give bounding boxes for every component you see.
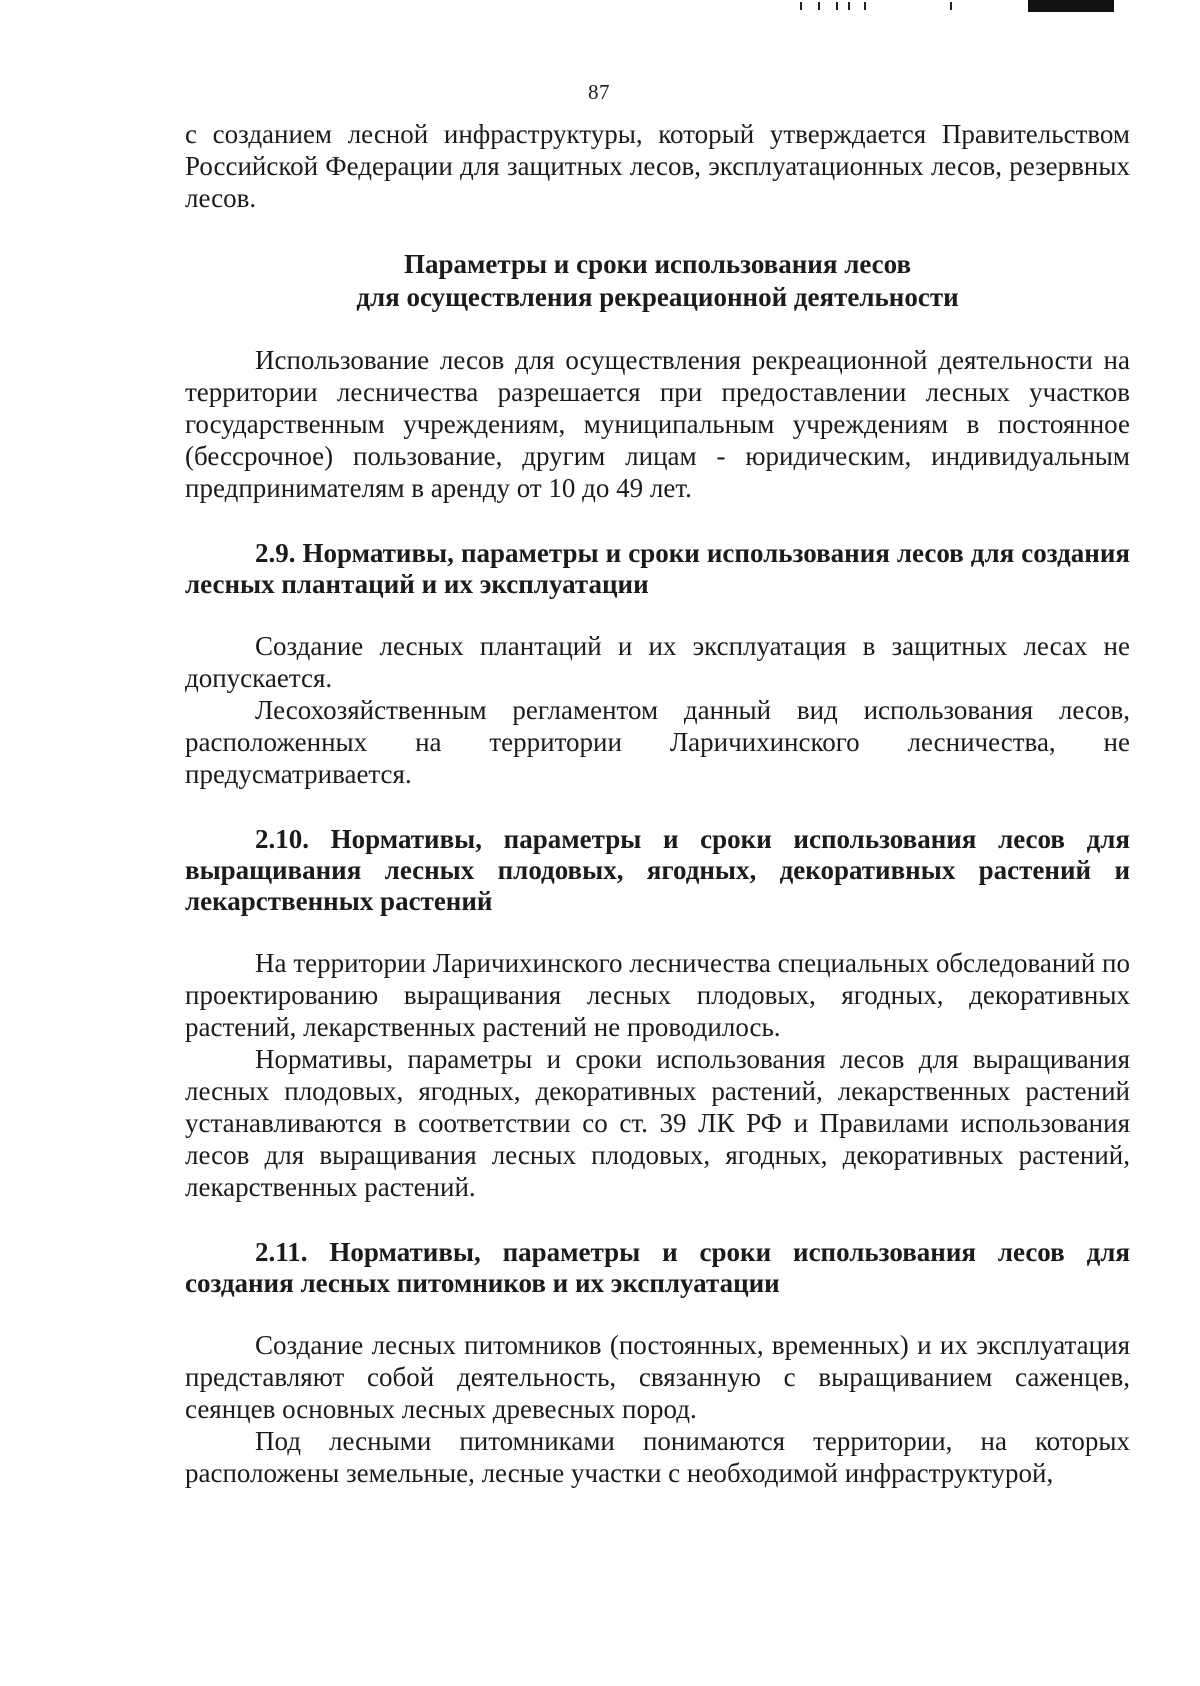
page-number: 87 bbox=[588, 80, 610, 104]
scan-tick bbox=[800, 2, 802, 10]
paragraph-2-11-b: Под лесными питомниками понимаются территории, на которых расположены земельные, лесные участки с необходимой инфраструктурой, bbox=[185, 1426, 1130, 1488]
document-body bbox=[185, 118, 1130, 1489]
scan-tick bbox=[950, 2, 952, 10]
paragraph-2-10-a: На территории Ларичихинского лесничества специальных обследований по проектированию выращивания лесных плодовых, ягодных, декоративных растений, лекарственных растений не проводилось. bbox=[185, 948, 1130, 1042]
paragraph-2-10-b: Нормативы, параметры и сроки использования лесов для выращивания лесных плодовых, ягодных, декоративных растений, лекарственных растений устанавливаются в соответствии со ст. 39 ЛК РФ и Правилами использования лесов для выращивания лесных плодовых, ягодных, декоративных растений, лекарственных растений. bbox=[185, 1044, 1130, 1202]
paragraph-2-9-b: Лесохозяйственным регламентом данный вид использования лесов, расположенных на территории Ларичихинского лесничества, не предусматривается. bbox=[185, 695, 1130, 789]
scan-black-bar bbox=[1028, 0, 1114, 12]
scan-tick bbox=[864, 2, 866, 10]
heading-section-2-10: 2.10. Нормативы, параметры и сроки использования лесов для выращивания лесных плодовых, ягодных, декоративных растений и лекарственных растений bbox=[185, 824, 1130, 916]
heading-recreation-line2: для осуществления рекреационной деятельности bbox=[356, 282, 959, 312]
scan-tick bbox=[818, 2, 820, 10]
heading-recreation-line1: Параметры и сроки использования лесов bbox=[403, 249, 912, 279]
scan-artifact-marks bbox=[800, 0, 1120, 14]
paragraph-continuation: с созданием лесной инфраструктуры, который утверждается Правительством Российской Федерации для защитных лесов, эксплуатационных лесов, резервных лесов. bbox=[185, 119, 1130, 213]
scan-tick bbox=[848, 2, 850, 10]
paragraph-recreation: Использование лесов для осуществления рекреационной деятельности на территории лесничества разрешается при предоставлении лесных участков государственным учреждениям, муниципальным учреждениям в постоянное (бессрочное) пользование, другим лицам - юридическим, индивидуальным предпринимателям в аренду от 10 до 49 лет. bbox=[185, 345, 1130, 503]
heading-section-2-9: 2.9. Нормативы, параметры и сроки использования лесов для создания лесных плантаций и их эксплуатации bbox=[185, 538, 1130, 599]
heading-section-2-11: 2.11. Нормативы, параметры и сроки использования лесов для создания лесных питомников и их эксплуатации bbox=[185, 1237, 1130, 1298]
paragraph-2-9-a: Создание лесных плантаций и их эксплуатация в защитных лесах не допускается. bbox=[185, 631, 1130, 693]
paragraph-2-11-a: Создание лесных питомников (постоянных, временных) и их эксплуатация представляют собой деятельность, связанную с выращиванием саженцев, сеянцев основных лесных древесных пород. bbox=[185, 1330, 1130, 1424]
scan-tick bbox=[836, 2, 838, 10]
